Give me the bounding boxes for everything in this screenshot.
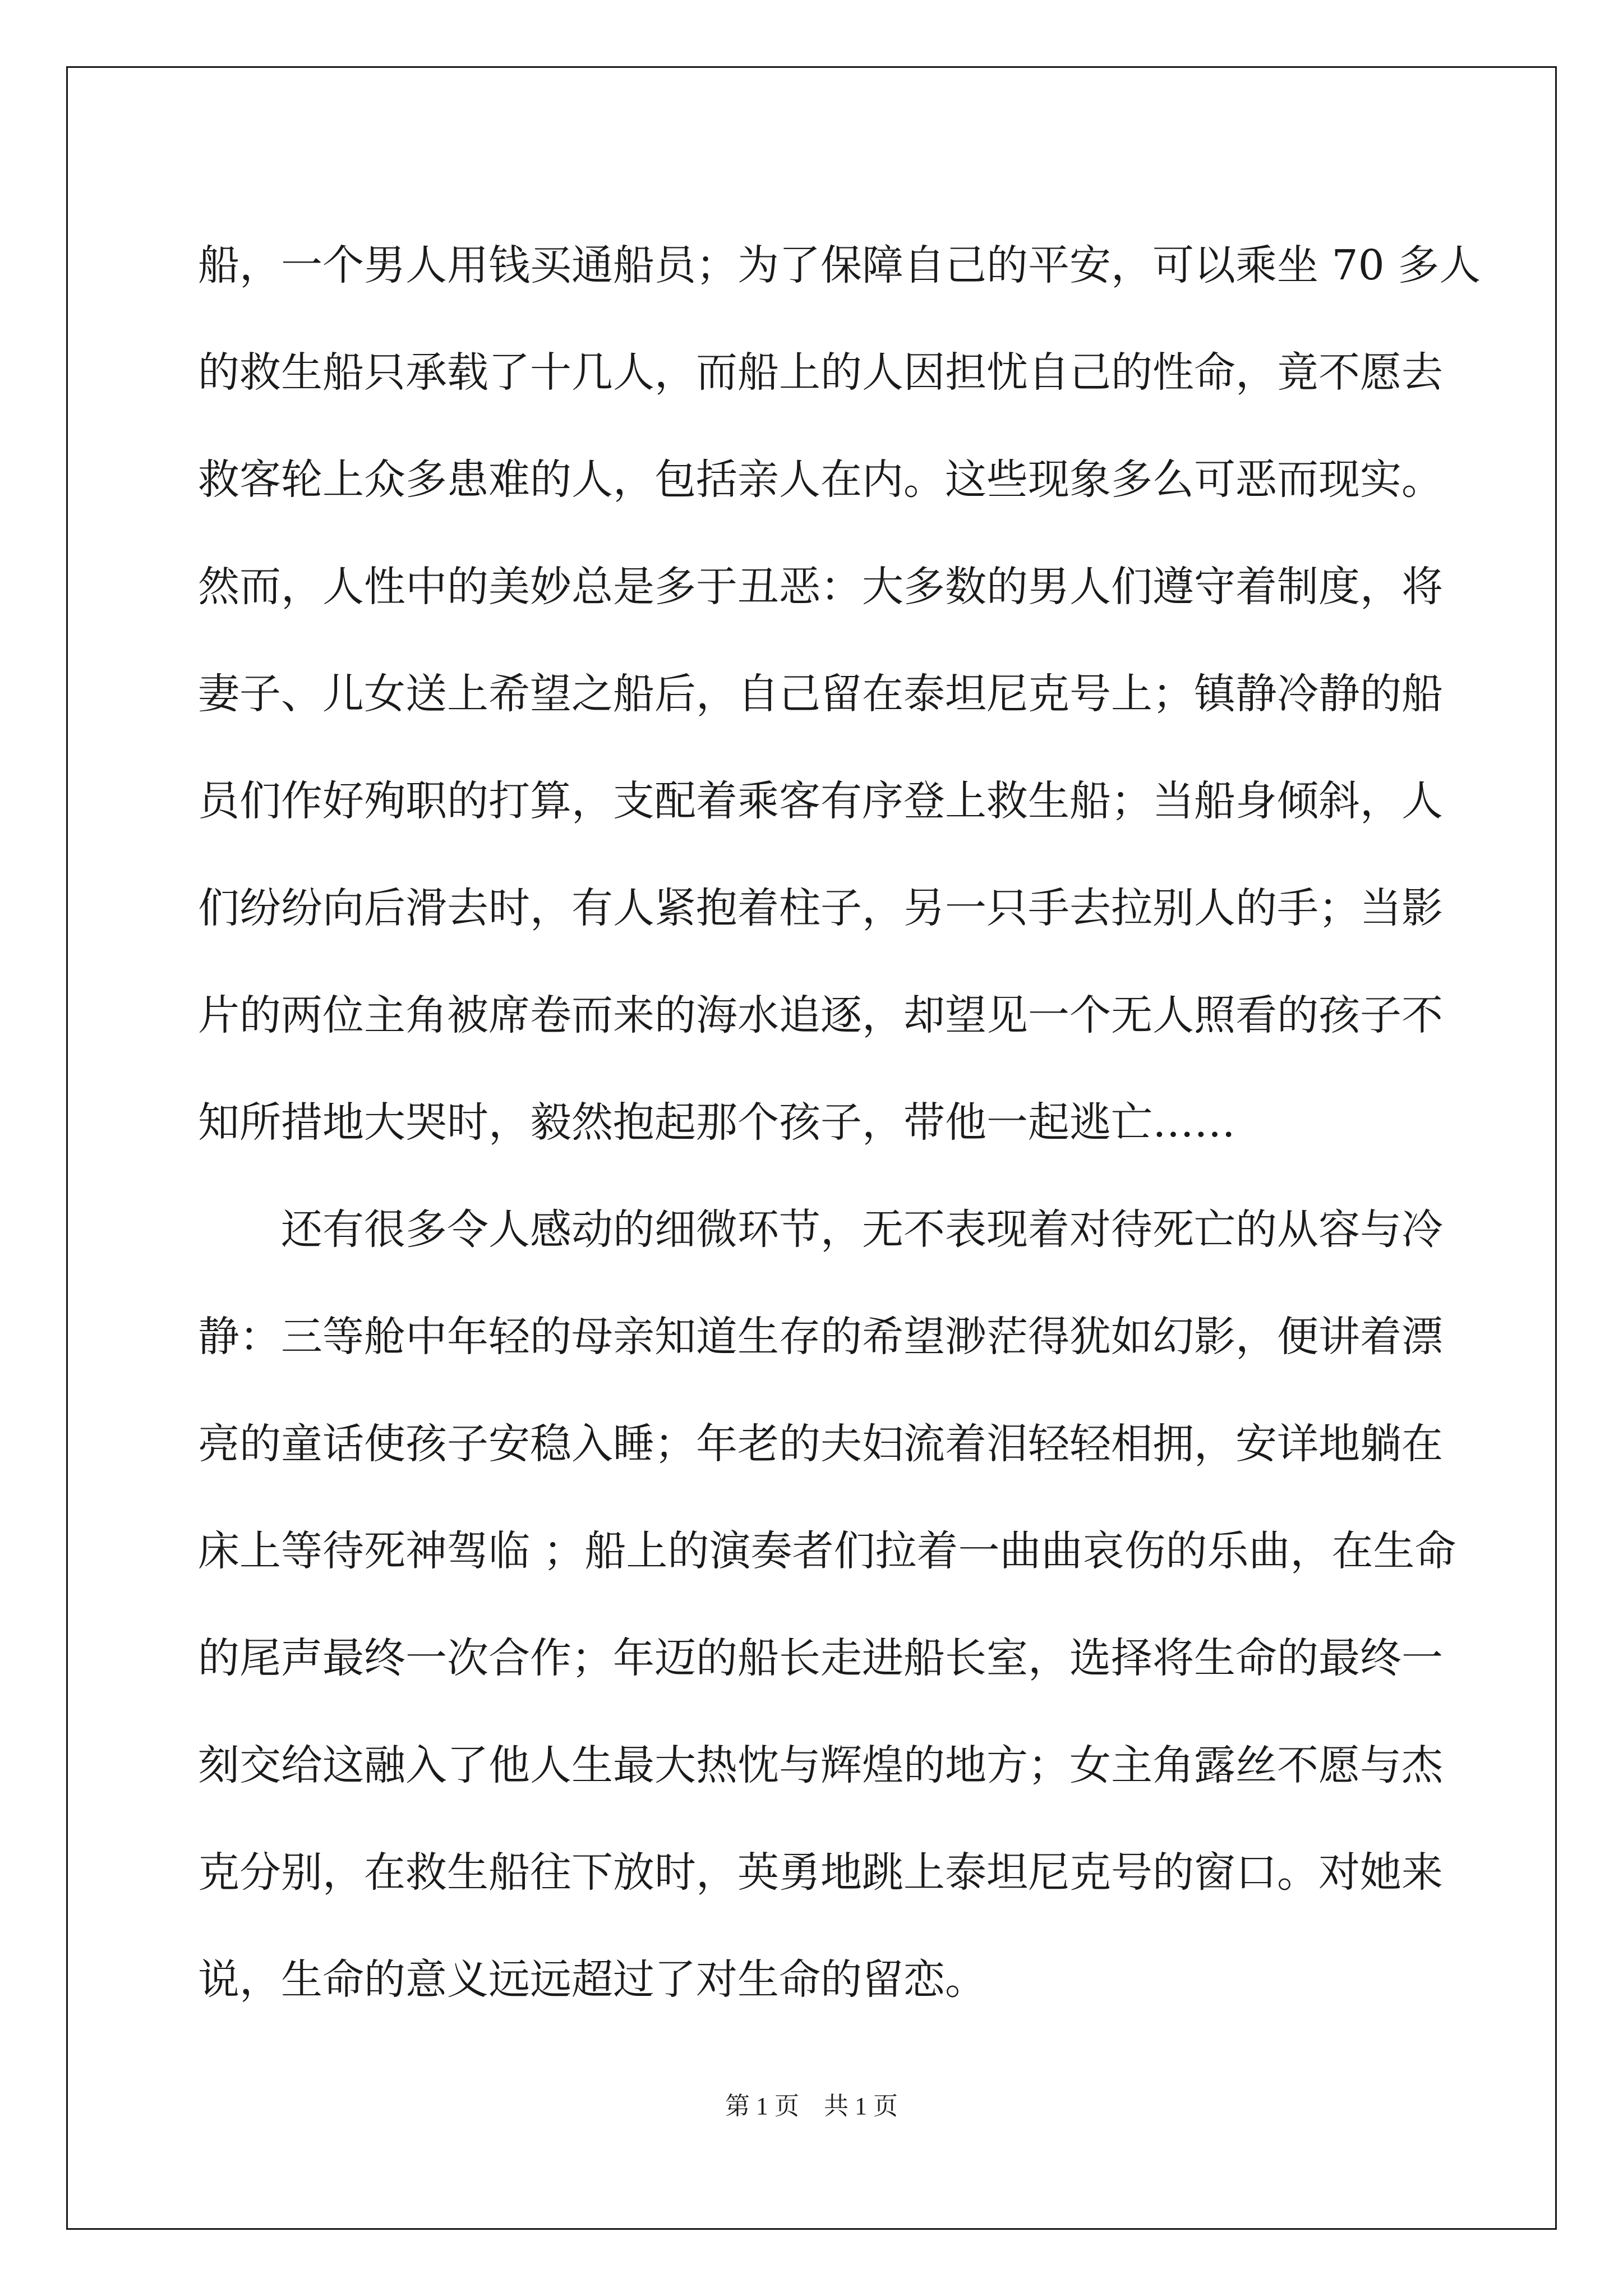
text-line: 妻子、儿女送上希望之船后，自己留在泰坦尼克号上；镇静冷静的船 <box>198 670 1443 718</box>
text-line: 片的两位主角被席卷而来的海水追逐，却望见一个无人照看的孩子不 <box>198 991 1443 1039</box>
text-line: 说，生命的意义远远超过了对生命的留恋。 <box>198 1955 986 2004</box>
text-line: 救客轮上众多患难的人，包括亲人在内。这些现象多么可恶而现实。 <box>198 455 1443 504</box>
text-line: 知所措地大哭时，毅然抱起那个孩子，带他一起逃亡…… <box>198 1098 1235 1147</box>
text-line: 员们作好殉职的打算，支配着乘客有序登上救生船；当船身倾斜，人 <box>198 777 1443 825</box>
text-line: 刻交给这融入了他人生最大热忱与辉煌的地方；女主角露丝不愿与杰 <box>198 1741 1443 1789</box>
text-line: 床上等待死神驾临 ；船上的演奏者们拉着一曲曲哀伤的乐曲，在生命 <box>198 1527 1456 1575</box>
text-line: 静：三等舱中年轻的母亲知道生存的希望渺茫得犹如幻影，便讲着漂 <box>198 1313 1443 1361</box>
text-line: 们纷纷向后滑去时，有人紧抱着柱子，另一只手去拉别人的手；当影 <box>198 884 1443 932</box>
page-footer: 第 1 页 共 1 页 <box>725 2092 898 2120</box>
text-line: 克分别，在救生船往下放时，英勇地跳上泰坦尼克号的窗口。对她来 <box>198 1848 1443 1897</box>
text-line: 船，一个男人用钱买通船员；为了保障自己的平安，可以乘坐 70 多人 <box>198 241 1481 289</box>
document-body <box>198 212 1481 2033</box>
text-line: 的救生船只承载了十几人，而船上的人因担忧自己的性命，竟不愿去 <box>198 348 1443 397</box>
text-line: 然而，人性中的美妙总是多于丑恶：大多数的男人们遵守着制度，将 <box>198 563 1443 611</box>
text-line: 还有很多令人感动的细微环节，无不表现着对待死亡的从容与冷 <box>281 1205 1443 1254</box>
text-line: 亮的童话使孩子安稳入睡；年老的夫妇流着泪轻轻相拥，安详地躺在 <box>198 1420 1443 1468</box>
text-line: 的尾声最终一次合作；年迈的船长走进船长室，选择将生命的最终一 <box>198 1634 1443 1682</box>
